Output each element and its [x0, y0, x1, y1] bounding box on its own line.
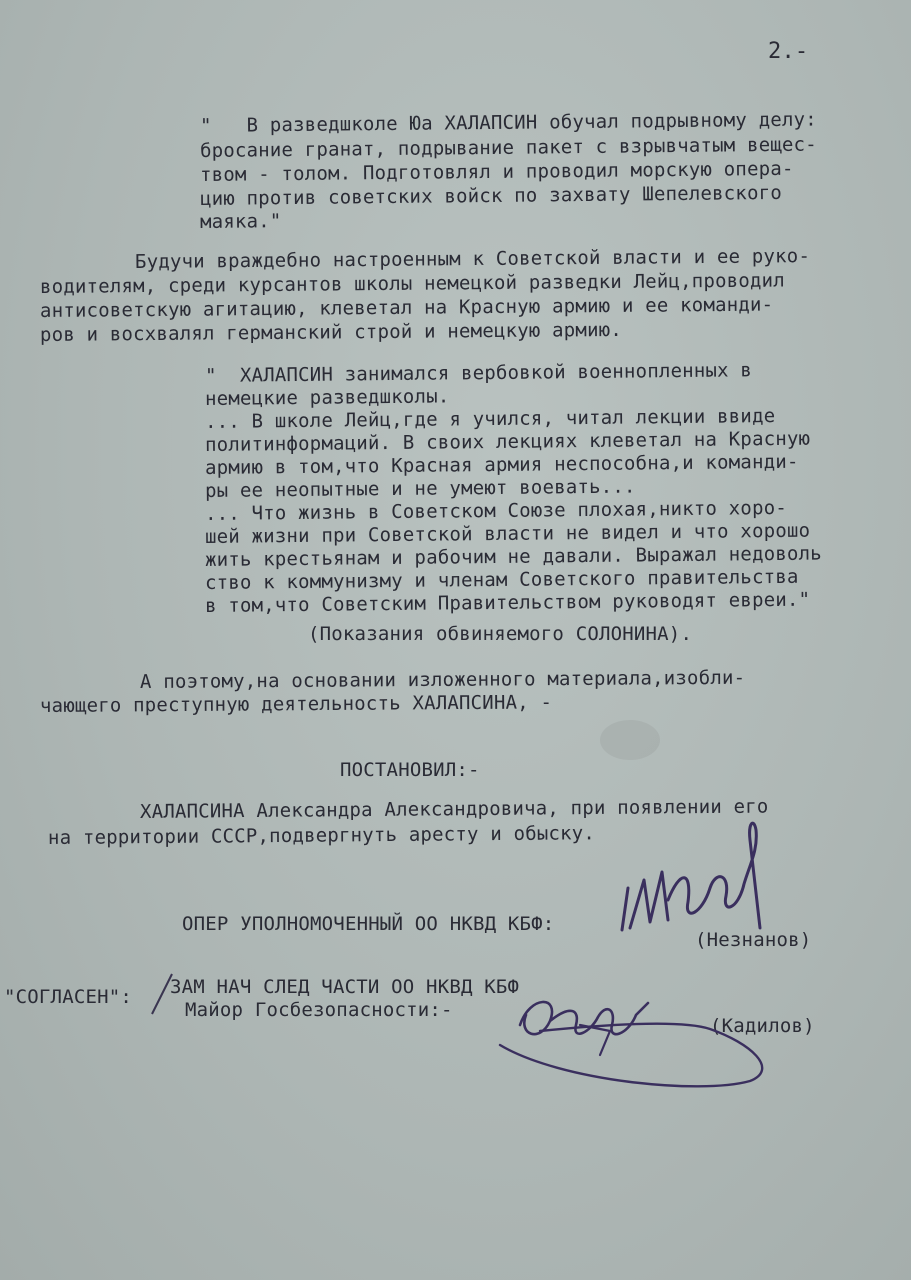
- quote2-line: ство к коммунизму и членам Советского правительства: [204, 565, 799, 594]
- signer1-name: (Незнанов): [695, 929, 812, 951]
- quote2-line: ... В школе Лейц,где я учился, читал лекции ввиде: [204, 405, 776, 433]
- quote1-line: маяка.": [199, 210, 282, 233]
- quote2-line: в том,что Советским Правительством руководят евреи.": [204, 588, 811, 617]
- para3-line: на территории СССР,подвергнуть аресту и обыску.: [47, 822, 596, 849]
- signature-kadilov: [480, 985, 800, 1095]
- quote1-line: бросание гранат, подрывание пакет с взрывчатым вещес-: [199, 133, 817, 162]
- quote2-line: немецкие разведшколы.: [204, 385, 450, 410]
- quote2-line: политинформаций. В своих лекциях клеветал на Красную: [204, 427, 811, 456]
- para1-line: водителям, среди курсантов школы немецкой разведки Лейц,проводил: [39, 269, 785, 298]
- quote1-line: " В разведшколе Юа ХАЛАПСИН обучал подрывному делу:: [199, 108, 817, 137]
- decree-heading: ПОСТАНОВИЛ:-: [340, 759, 480, 781]
- quote2-line: ры ее неопытные и не умеют воевать...: [204, 475, 636, 502]
- signer2-rank: Майор Госбезопасности:-: [185, 999, 453, 1021]
- quote2-line: ... Что жизнь в Советском Союзе плохая,никто хоро-: [204, 496, 788, 525]
- signer2-title: ЗАМ НАЧ СЛЕД ЧАСТИ ОО НКВД КБФ: [170, 976, 520, 998]
- quote2-line: шей жизни при Советской власти не видел и что хорошо: [204, 519, 811, 548]
- para1-line: антисоветскую агитацию, клеветал на Красную армию и ее команди-: [39, 293, 774, 322]
- quote2-line: армию в том,что Красная армия неспособна,и команди-: [204, 450, 799, 479]
- para1-line: Будучи враждебно настроенным к Советской власти и ее руко-: [134, 245, 811, 273]
- page-number: 2.-: [768, 39, 809, 64]
- signer1-title: ОПЕР УПОЛНОМОЧЕННЫЙ ОО НКВД КБФ:: [182, 913, 555, 935]
- paper-stain: [600, 720, 660, 760]
- signer2-name: (Кадилов): [710, 1015, 815, 1037]
- quote-source: (Показания обвиняемого СОЛОНИНА).: [308, 623, 693, 645]
- quote1-line: твом - толом. Подготовлял и проводил морскую опера-: [199, 157, 794, 186]
- quote2-line: жить крестьянам и рабочим не давали. Выражал недоволь: [204, 542, 822, 571]
- signature-neznanov: [610, 810, 780, 950]
- slash-mark: [140, 970, 180, 1020]
- quote1-line: цию против советских войск по захвату Шепелевского: [199, 181, 783, 210]
- para3-line: ХАЛАПСИНА Александра Александровича, при появлении его: [139, 795, 769, 823]
- para2-line: чающего преступную деятельность ХАЛАПСИНА, -: [39, 691, 553, 717]
- para1-line: ров и восхвалял германский строй и немецкую армию.: [39, 318, 623, 346]
- quote2-line: " ХАЛАПСИН занимался вербовкой военнопленных в: [204, 359, 753, 387]
- para2-line: А поэтому,на основании изложенного материала,изобли-: [139, 666, 746, 693]
- approval-label: "СОГЛАСЕН":: [4, 986, 133, 1008]
